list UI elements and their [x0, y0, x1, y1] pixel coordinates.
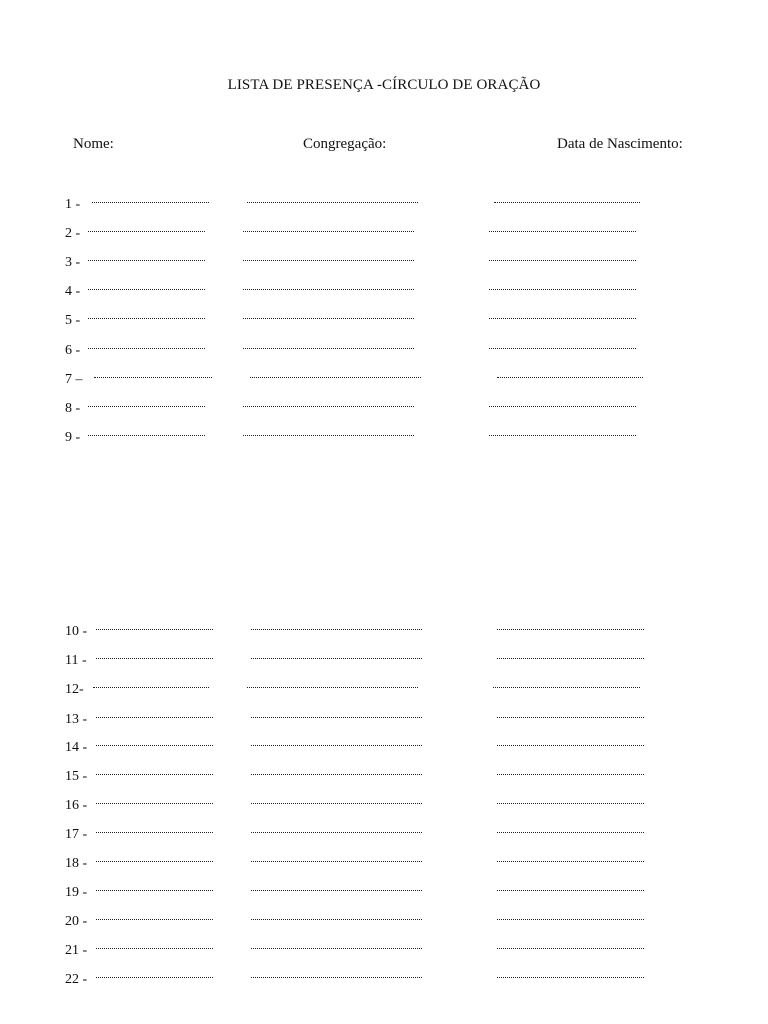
name-blank-line — [96, 717, 213, 718]
congregation-blank-line — [247, 687, 418, 688]
entry-number: 20 - — [65, 914, 88, 929]
name-blank-line — [96, 629, 213, 630]
list-item — [65, 252, 660, 274]
entry-number: 12- — [65, 682, 84, 697]
entry-number: 9 - — [65, 430, 81, 445]
birthdate-blank-line — [489, 289, 636, 290]
birthdate-blank-line — [489, 260, 636, 261]
list-item — [65, 223, 660, 245]
entry-number: 1 - — [65, 197, 81, 212]
name-blank-line — [96, 803, 213, 804]
list-item — [65, 340, 660, 362]
congregation-blank-line — [251, 774, 422, 775]
entry-number: 19 - — [65, 885, 88, 900]
name-blank-line — [88, 435, 205, 436]
birthdate-blank-line — [497, 658, 644, 659]
column-header-name: Nome: — [73, 136, 114, 152]
name-blank-line — [96, 890, 213, 891]
entry-number: 2 - — [65, 226, 81, 241]
entry-number: 13 - — [65, 712, 88, 727]
entry-number: 10 - — [65, 624, 88, 639]
list-item — [65, 621, 660, 643]
entry-number: 6 - — [65, 343, 81, 358]
name-blank-line — [92, 202, 209, 203]
list-item — [65, 911, 660, 933]
name-blank-line — [96, 861, 213, 862]
congregation-blank-line — [251, 803, 422, 804]
list-item — [65, 650, 660, 672]
name-blank-line — [88, 231, 205, 232]
congregation-blank-line — [243, 231, 414, 232]
birthdate-blank-line — [497, 629, 644, 630]
birthdate-blank-line — [497, 919, 644, 920]
list-item — [65, 824, 660, 846]
list-item — [65, 737, 660, 759]
list-item — [65, 766, 660, 788]
entry-number: 3 - — [65, 255, 81, 270]
list-item — [65, 310, 660, 332]
birthdate-blank-line — [489, 348, 636, 349]
list-item — [65, 709, 660, 731]
list-item — [65, 882, 660, 904]
name-blank-line — [94, 377, 212, 378]
birthdate-blank-line — [497, 948, 644, 949]
name-blank-line — [88, 318, 205, 319]
congregation-blank-line — [243, 435, 414, 436]
congregation-blank-line — [251, 658, 422, 659]
name-blank-line — [88, 348, 205, 349]
birthdate-blank-line — [497, 745, 644, 746]
column-header-birthdate: Data de Nascimento: — [557, 136, 683, 152]
entry-number: 17 - — [65, 827, 88, 842]
list-item — [65, 281, 660, 303]
list-item — [65, 194, 660, 216]
birthdate-blank-line — [497, 803, 644, 804]
list-item — [65, 969, 660, 991]
congregation-blank-line — [251, 745, 422, 746]
congregation-blank-line — [243, 318, 414, 319]
birthdate-blank-line — [489, 231, 636, 232]
congregation-blank-line — [251, 948, 422, 949]
entry-number: 5 - — [65, 313, 81, 328]
column-header-congregation: Congregação: — [303, 136, 387, 152]
congregation-blank-line — [251, 890, 422, 891]
name-blank-line — [96, 658, 213, 659]
entry-number: 21 - — [65, 943, 88, 958]
name-blank-line — [96, 919, 213, 920]
birthdate-blank-line — [497, 377, 643, 378]
congregation-blank-line — [251, 977, 422, 978]
entry-number: 4 - — [65, 284, 81, 299]
list-item — [65, 853, 660, 875]
name-blank-line — [96, 948, 213, 949]
entry-number: 7 – — [65, 372, 83, 387]
birthdate-blank-line — [493, 687, 640, 688]
entry-number: 8 - — [65, 401, 81, 416]
congregation-blank-line — [243, 406, 414, 407]
congregation-blank-line — [243, 289, 414, 290]
name-blank-line — [93, 687, 209, 688]
congregation-blank-line — [251, 861, 422, 862]
birthdate-blank-line — [497, 861, 644, 862]
list-item — [65, 795, 660, 817]
entry-number: 14 - — [65, 740, 88, 755]
name-blank-line — [88, 406, 205, 407]
list-item — [65, 398, 660, 420]
list-item — [65, 427, 660, 449]
congregation-blank-line — [251, 717, 422, 718]
entry-number: 18 - — [65, 856, 88, 871]
name-blank-line — [96, 977, 213, 978]
document-title: LISTA DE PRESENÇA -CÍRCULO DE ORAÇÃO — [227, 77, 541, 93]
entry-number: 22 - — [65, 972, 88, 987]
name-blank-line — [96, 745, 213, 746]
birthdate-blank-line — [489, 435, 636, 436]
name-blank-line — [88, 260, 205, 261]
list-item — [65, 369, 660, 391]
entry-number: 15 - — [65, 769, 88, 784]
congregation-blank-line — [251, 832, 422, 833]
congregation-blank-line — [250, 377, 421, 378]
congregation-blank-line — [251, 919, 422, 920]
entry-number: 11 - — [65, 653, 87, 668]
name-blank-line — [96, 774, 213, 775]
list-item — [65, 940, 660, 962]
birthdate-blank-line — [497, 890, 644, 891]
birthdate-blank-line — [497, 717, 644, 718]
birthdate-blank-line — [489, 318, 636, 319]
name-blank-line — [96, 832, 213, 833]
congregation-blank-line — [243, 260, 414, 261]
entry-number: 16 - — [65, 798, 88, 813]
congregation-blank-line — [243, 348, 414, 349]
name-blank-line — [88, 289, 205, 290]
birthdate-blank-line — [497, 832, 644, 833]
birthdate-blank-line — [497, 774, 644, 775]
list-item — [65, 679, 660, 701]
birthdate-blank-line — [497, 977, 644, 978]
congregation-blank-line — [251, 629, 422, 630]
birthdate-blank-line — [489, 406, 636, 407]
birthdate-blank-line — [494, 202, 640, 203]
congregation-blank-line — [247, 202, 418, 203]
